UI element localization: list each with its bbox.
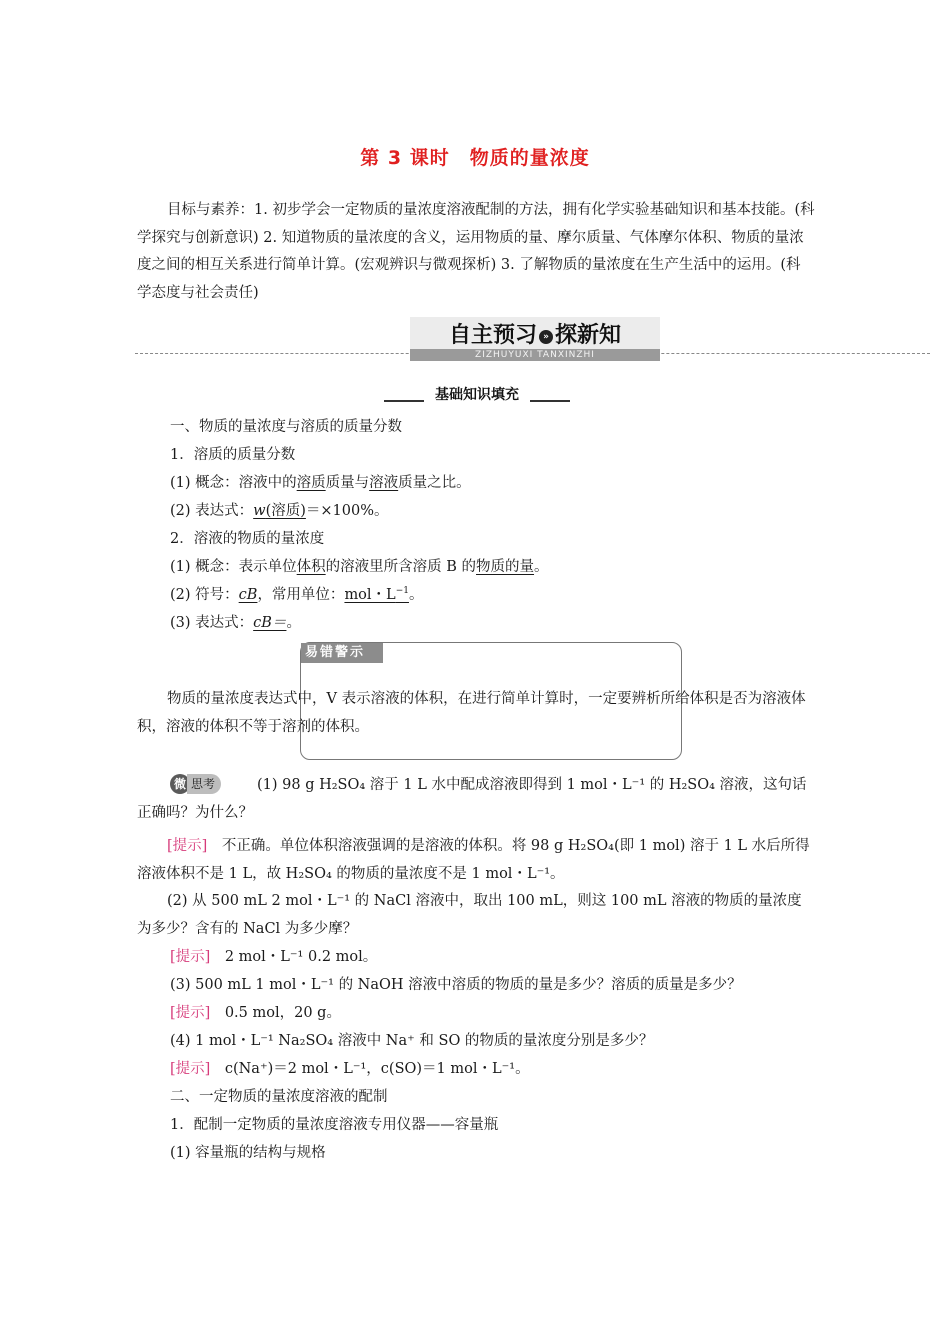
- wei-icon: 微: [170, 774, 190, 794]
- answer-3: [提示] 0.5 mol，20 g。: [170, 1005, 341, 1021]
- banner-left: 自主预习: [448, 323, 537, 348]
- question-2: (2) 从 500 mL 2 mol・L⁻¹ 的 NaCl 溶液中，取出 100 mL，则这 100 mL 溶液的物质的量浓度为多少？含有的 NaCl 为多少摩？: [137, 893, 802, 937]
- s1-p2-symbol: (2) 符号：cB，常用单位：mol・$L^{-1}$。: [170, 586, 424, 603]
- s1-p1-concept: (1) 概念：溶液中的溶质质量与溶液质量之比。: [170, 475, 471, 491]
- question-1: (1) 98 g H₂SO₄ 溶于 1 L 水中配成溶液即得到 1 mol・L⁻¹ 的 H₂SO₄ 溶液，这句话正确吗？为什么？: [137, 777, 807, 821]
- s2-p2: (1) 容量瓶的结构与规格: [170, 1145, 326, 1161]
- answer-4: [提示] c(Na⁺)＝2 mol・L⁻¹，c(SO)＝1 mol・L⁻¹。: [170, 1061, 530, 1077]
- tag-rule-left: [384, 400, 424, 402]
- s1-p2: 2．溶液的物质的量浓度: [170, 531, 325, 547]
- learning-objectives: 目标与素养：1. 初步学会一定物质的量浓度溶液配制的方法，拥有化学实验基础知识和基本技能。(科学探究与创新意识) 2. 知道物质的量浓度的含义，运用物质的量、摩尔质量、气体摩尔体积、物质的量浓度之间的相互关系进行简单计算。(宏观辨识与微观探析) 3. 了解物质的量浓度在生产生活中的运用。(科学态度与社会责任): [137, 202, 815, 301]
- hint-label: [提示]: [167, 838, 208, 854]
- banner-right: 探新知: [555, 323, 622, 348]
- page-title: 第 3 课时 物质的量浓度: [360, 147, 590, 169]
- s1-p1: 1．溶质的质量分数: [170, 447, 296, 463]
- s1-p2-concept: (1) 概念：表示单位体积的溶液里所含溶质 B 的物质的量。: [170, 559, 549, 575]
- question-4: (4) 1 mol・L⁻¹ Na₂SO₄ 溶液中 Na⁺ 和 SO 的物质的量浓度分别是多少？: [170, 1033, 654, 1049]
- question-3: (3) 500 mL 1 mol・L⁻¹ 的 NaOH 溶液中溶质的物质的量是多少？溶质的质量是多少？: [170, 977, 742, 993]
- section1-heading: 一、物质的量浓度与溶质的质量分数: [170, 419, 402, 435]
- answer-1: [提示] 不正确。单位体积溶液强调的是溶液的体积。将 98 g H₂SO₄(即 1 mol) 溶于 1 L 水后所得溶液体积不是 1 L，故 H₂SO₄ 的物质的量浓度不是 1 mol・L⁻¹。: [137, 838, 810, 882]
- tag-rule-right: [530, 400, 570, 402]
- s2-p1: 1．配制一定物质的量浓度溶液专用仪器——容量瓶: [170, 1117, 499, 1133]
- arrow-icon: »: [539, 330, 553, 344]
- banner-pinyin: ZIZHUYUXI TANXINZHI: [410, 349, 660, 361]
- answer-2: [提示] 2 mol・L⁻¹ 0.2 mol。: [170, 949, 378, 965]
- section2-heading: 二、一定物质的量浓度溶液的配制: [170, 1089, 388, 1105]
- s1-p2-expression: (3) 表达式：cB＝。: [170, 615, 301, 631]
- warning-text: 物质的量浓度表达式中，V 表示溶液的体积，在进行简单计算时，一定要辨析所给体积是否为溶液体积，溶液的体积不等于溶剂的体积。: [137, 691, 806, 735]
- warning-label: 易错警示: [301, 643, 383, 663]
- think-badge: 微 思考: [170, 774, 221, 794]
- section-tag: 基础知识填充: [435, 387, 519, 403]
- s1-p1-expression: (2) 表达式：w(溶质)＝×100%。: [170, 503, 389, 519]
